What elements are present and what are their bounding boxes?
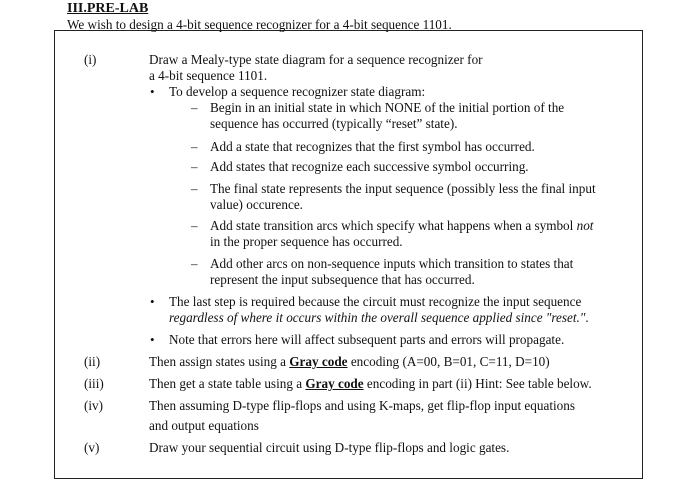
item-iv-line-1: Then assuming D-type flip-flops and using K-maps, get flip-flop input equations <box>149 398 575 413</box>
item-label-ii: (ii) <box>84 354 101 369</box>
sub-step-3: Add states that recognize each successive symbol occurring. <box>210 159 529 174</box>
dash-icon: – <box>191 139 198 154</box>
item-v-text: Draw your sequential circuit using D-type flip-flops and logic gates. <box>149 440 510 455</box>
item-iv-line-2: and output equations <box>149 418 259 433</box>
intro-sentence: We wish to design a 4-bit sequence recognizer for a 4-bit sequence 1101. <box>67 17 452 32</box>
dash-icon: – <box>191 159 198 174</box>
item-i-line-2: a 4-bit sequence 1101. <box>149 68 268 83</box>
item-label-i: (i) <box>84 52 97 67</box>
item-label-iii: (iii) <box>84 376 104 391</box>
dash-icon: – <box>191 218 198 233</box>
item-i-line-1: Draw a Mealy-type state diagram for a sequence recognizer for <box>149 52 483 67</box>
sub-step-4-line-1: The final state represents the input sequence (possibly less the final input <box>210 181 596 196</box>
dash-icon: – <box>191 100 198 115</box>
bullet-last-step-line-1: The last step is required because the circuit must recognize the input sequence <box>169 294 582 309</box>
bullet-icon: • <box>150 332 155 347</box>
sub-step-2: Add a state that recognizes that the first symbol has occurred. <box>210 139 535 154</box>
section-title: III.PRE-LAB <box>67 1 149 16</box>
bullet-icon: • <box>150 294 155 309</box>
item-label-iv: (iv) <box>84 398 104 413</box>
sub-step-4-line-2: value) occurence. <box>210 197 303 212</box>
sub-step-5-line-2: in the proper sequence has occurred. <box>210 234 403 249</box>
sub-step-6-line-1: Add other arcs on non-sequence inputs which transition to states that <box>210 256 574 271</box>
item-label-v: (v) <box>84 440 100 455</box>
bullet-note-errors: Note that errors here will affect subsequent parts and errors will propagate. <box>169 332 565 347</box>
bullet-text-develop: To develop a sequence recognizer state diagram: <box>169 84 426 99</box>
item-iii-text: Then get a state table using a Gray code encoding in part (ii) Hint: See table below. <box>149 376 592 391</box>
dash-icon: – <box>191 256 198 271</box>
sub-step-1-line-2: sequence has occurred (typically “reset” state). <box>210 116 458 131</box>
item-ii-text: Then assign states using a Gray code encoding (A=00, B=01, C=11, D=10) <box>149 354 550 369</box>
bullet-last-step-line-2: regardless of where it occurs within the overall sequence applied since "reset.". <box>169 310 589 325</box>
sub-step-5-line-1: Add state transition arcs which specify what happens when a symbol not <box>210 218 594 233</box>
sub-step-6-line-2: represent the input subsequence that has occurred. <box>210 272 475 287</box>
dash-icon: – <box>191 181 198 196</box>
bullet-icon: • <box>150 84 155 99</box>
sub-step-1-line-1: Begin in an initial state in which NONE of the initial portion of the <box>210 100 565 115</box>
